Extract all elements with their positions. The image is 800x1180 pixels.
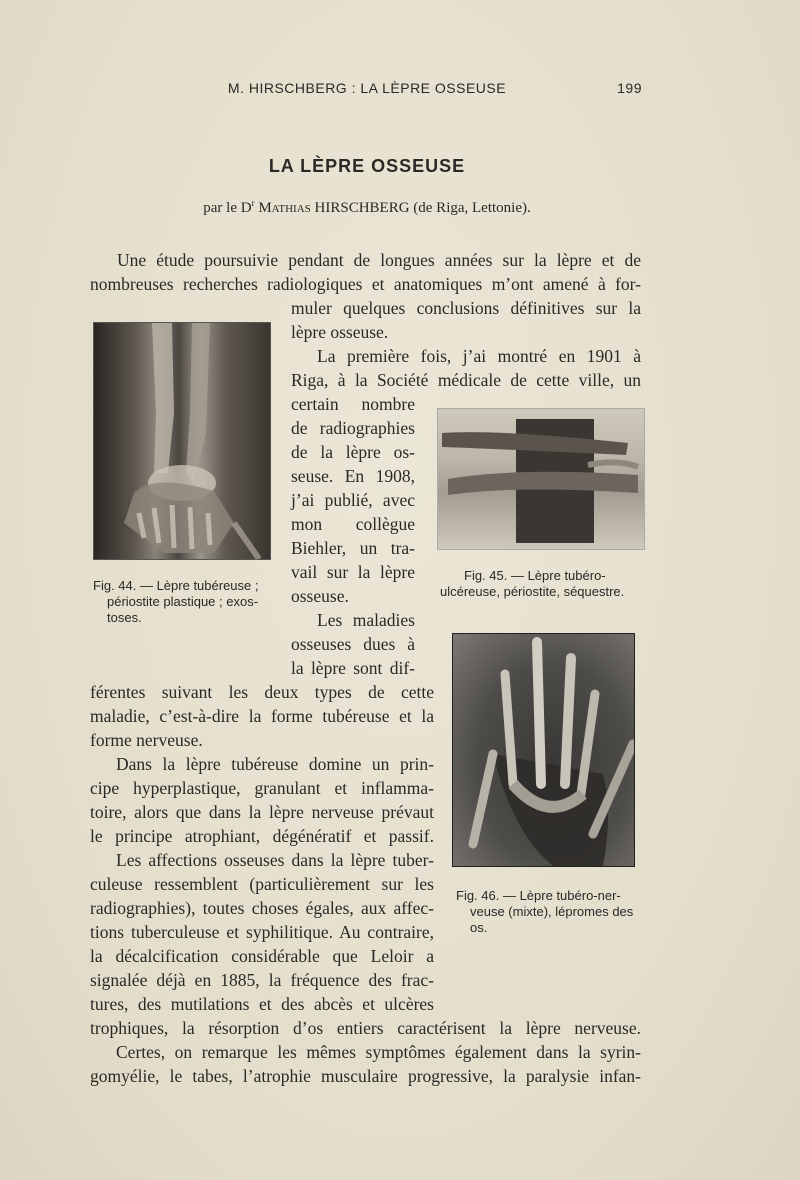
body-line: signalée déjà en 1885, la fréquence des frac- (90, 970, 434, 990)
figure-44-caption (93, 578, 283, 626)
article-title: LA LÈPRE OSSEUSE (268, 156, 466, 176)
caption-line: veuse (mixte), lépromes des (470, 904, 634, 919)
caption-line: Fig. 44. — Lèpre tubéreuse ; (93, 578, 259, 593)
body-line: cipe hyperplastique, granulant et inflamma- (90, 778, 434, 798)
body-line: de radiographies (291, 418, 415, 438)
body-line: Certes, on remarque les mêmes symptômes également dans la syrin- (116, 1042, 641, 1062)
body-line: nombreuses recherches radiologiques et anatomiques m’ont amené à for- (90, 274, 641, 294)
byline-sup: r (251, 198, 255, 208)
body-line: mon collègue (291, 514, 415, 534)
byline-author-first: Mathias (258, 200, 311, 216)
figure-44-drawing (94, 323, 270, 559)
body-line: muler quelques conclusions définitives sur la (291, 298, 641, 318)
caption-line: ulcéreuse, périostite, séquestre. (440, 584, 625, 599)
body-line: certain nombre (291, 394, 415, 414)
running-head (0, 80, 800, 102)
body-line: tions tuberculeuse et syphilitique. Au contraire, (90, 922, 434, 942)
body-line: seuse. En 1908, (291, 466, 415, 486)
body-line: Les affections osseuses dans la lèpre tuber- (116, 850, 434, 870)
byline-rest: HIRSCHBERG (de Riga, Lettonie). (314, 200, 531, 216)
body-line: la lèpre sont dif- (291, 658, 415, 678)
figure-46-image (452, 633, 635, 867)
body-line: la décalcification considérable que Leloir a (90, 946, 434, 966)
body-line: gomyélie, le tabes, l’atrophie musculaire progressive, la paralysie infan- (90, 1066, 641, 1086)
body-line: Biehler, un tra- (291, 538, 415, 558)
byline (0, 198, 734, 217)
body-line: Les maladies (317, 610, 415, 630)
body-line: radiographies), toutes choses égales, aux affec- (90, 898, 434, 918)
running-title: M. HIRSCHBERG : LA LÈPRE OSSEUSE (227, 80, 507, 96)
body-line: La première fois, j’ai montré en 1901 à (317, 346, 641, 366)
body-line: Dans la lèpre tubéreuse domine un prin- (116, 754, 434, 774)
figure-45-image (437, 408, 645, 550)
figure-44-image (93, 322, 271, 560)
body-line: forme nerveuse. (90, 730, 203, 750)
caption-line: os. (470, 920, 488, 935)
caption-line: Fig. 45. — Lèpre tubéro- (464, 568, 606, 583)
body-line: j’ai publié, avec (291, 490, 415, 510)
caption-line: Fig. 46. — Lèpre tubéro-ner- (456, 888, 621, 903)
byline-prefix: par le D (203, 200, 252, 216)
body-line: vail sur la lèpre (291, 562, 415, 582)
page-number: 199 (617, 80, 642, 96)
body-line: Une étude poursuivie pendant de longues années sur la lèpre et de (117, 250, 641, 270)
figure-46-caption (456, 888, 646, 936)
body-line: culeuse ressemblent (particulièrement sur les (90, 874, 434, 894)
body-line: toire, alors que dans la lèpre nerveuse prévaut (90, 802, 434, 822)
body-line: le principe atrophiant, dégénératif et passif. (90, 826, 434, 846)
figure-46-drawing (453, 634, 634, 866)
caption-line: toses. (107, 610, 142, 625)
body-line: férentes suivant les deux types de cette (90, 682, 434, 702)
body-line: lèpre osseuse. (291, 322, 389, 342)
caption-line: périostite plastique ; exos- (107, 594, 259, 609)
body-line: trophiques, la résorption d’os entiers caractérisent la lèpre nerveuse. (90, 1018, 641, 1038)
body-line: osseuses dues à (291, 634, 415, 654)
body-line: maladie, c’est-à-dire la forme tubéreuse et la (90, 706, 434, 726)
body-line: osseuse. (291, 586, 349, 606)
body-line: Riga, à la Société médicale de cette ville, un (291, 370, 641, 390)
figure-45-caption (440, 568, 650, 600)
figure-45-drawing (438, 409, 644, 549)
body-line: de la lèpre os- (291, 442, 415, 462)
body-line: tures, des mutilations et des abcès et ulcères (90, 994, 434, 1014)
